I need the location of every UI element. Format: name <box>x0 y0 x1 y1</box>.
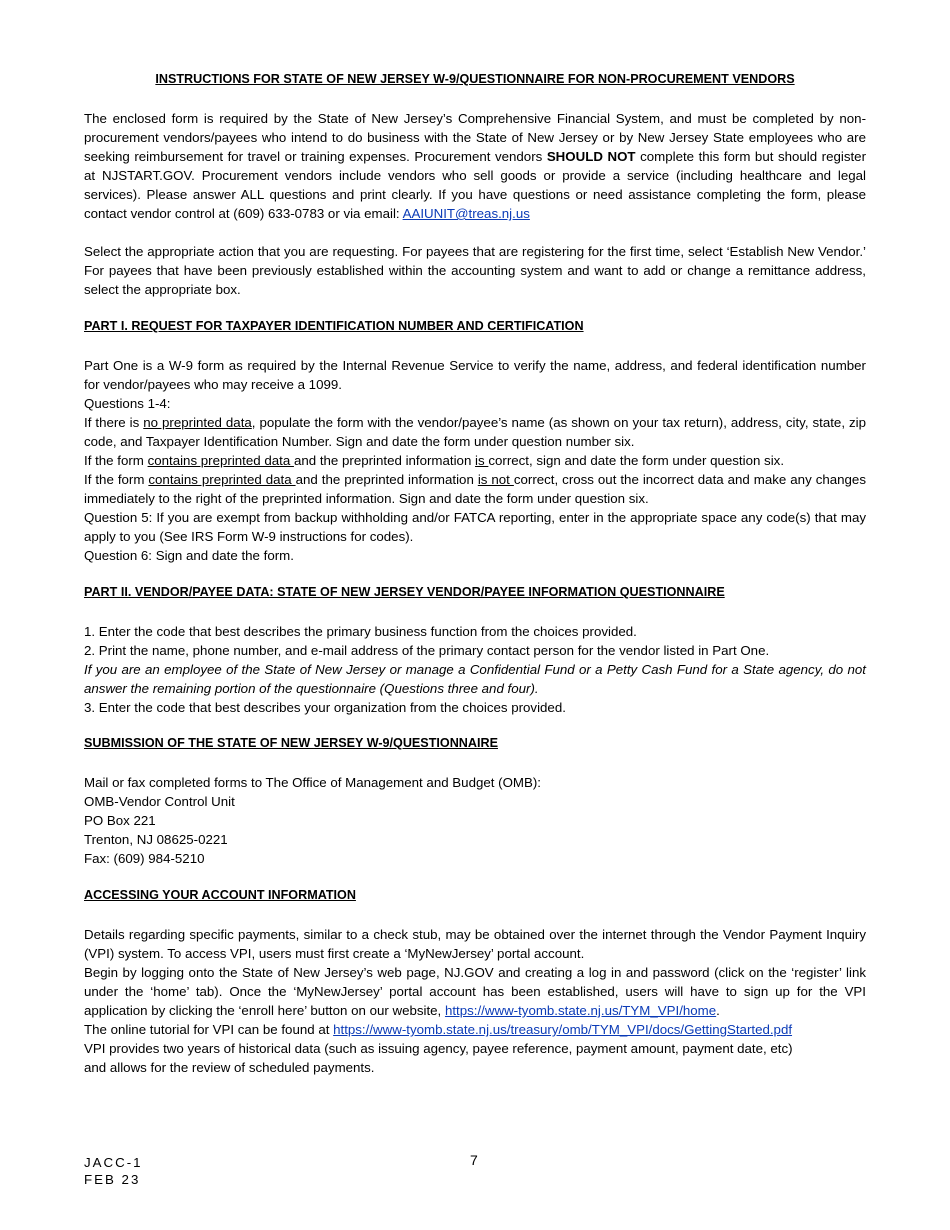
part2-employee-note: If you are an employee of the State of New Jersey or manage a Confidential Fund or a Petty Cash Fund for a State agency, do not answer the remaining portion of the questionnaire (Questions three and four). <box>84 662 866 696</box>
question-6-text: Question 6: Sign and date the form. <box>84 548 294 563</box>
intro-text-2: Select the appropriate action that you are requesting. For payees that are registering for the first time, select ‘Establish New Vendor.’ For payees that have been previously established within the accounting system and want to add or change a remittance address, select the appropriate box. <box>84 244 866 297</box>
intro-paragraph-1 <box>84 109 866 223</box>
text: and the preprinted information <box>293 453 476 468</box>
part1-line-preprinted-correct <box>84 451 866 470</box>
intro-text-a: The enclosed form is required by the State of New Jersey’s Comprehensive Financial System, and must be completed by non-procurement vendors/payees who intend to do business with the State of New Jersey or by New Jersey State employees who are seeking reimbursement for travel or training expenses. Procurement vendors <box>84 111 866 164</box>
intro-text-b: complete this form but should register at NJSTART.GOV. Procurement vendors include vendors who sell goods or provide a service (including healthcare and legal services). Please answer ALL questions and print clearly. If you have questions or need assistance completing the form, please contact vendor control at (609) 633-0783 or via email: <box>84 149 867 221</box>
part1-line-no-preprinted <box>84 413 866 451</box>
document-title: INSTRUCTIONS FOR STATE OF NEW JERSEY W-9/QUESTIONNAIRE FOR NON-PROCUREMENT VENDORS <box>155 72 795 86</box>
part2-item-3: 3. Enter the code that best describes your organization from the choices provided. <box>84 700 566 715</box>
submission-line-1: Mail or fax completed forms to The Office of Management and Budget (OMB): <box>84 775 541 790</box>
text: and the preprinted information <box>295 472 478 487</box>
account-paragraph-2 <box>84 963 866 1020</box>
vpi-tutorial-link[interactable]: https://www-tyomb.state.nj.us/treasury/omb/TYM_VPI/docs/GettingStarted.pdf <box>333 1022 793 1037</box>
part2-body <box>84 622 866 717</box>
account-paragraph-4-line-2: and allows for the review of scheduled payments. <box>84 1060 375 1075</box>
underlined-text: no preprinted data <box>143 415 252 430</box>
form-date: FEB 23 <box>84 1172 141 1187</box>
part1-line-preprinted-incorrect <box>84 470 866 508</box>
account-body <box>84 925 866 1077</box>
text: correct, cross out the incorrect data and make any changes immediately to the right of the preprinted information. Sign and date the form under question six. <box>84 472 866 506</box>
question-5-text: Question 5: If you are exempt from backup withholding and/or FATCA reporting, enter in the appropriate space any code(s) that may apply to you (See IRS Form W-9 instructions for codes). <box>84 510 866 544</box>
account-paragraph-3 <box>84 1020 866 1039</box>
submission-line-4: Trenton, NJ 08625-0221 <box>84 832 228 847</box>
part2-item-1: 1. Enter the code that best describes the primary business function from the choices provided. <box>84 624 637 639</box>
text: Begin by logging onto the State of New Jersey’s web page, NJ.GOV and creating a log in and password (click on the ‘register’ link under the ‘home’ tab). Once the ‘MyNewJersey’ portal account has been established, users will have to sign up for the VPI application by clicking the ‘enroll here’ button on our website, <box>84 965 866 1018</box>
underlined-text: is not <box>477 472 514 487</box>
text: If the form <box>84 472 149 487</box>
underlined-text: contains preprinted data <box>147 453 294 468</box>
part2-heading: PART II. VENDOR/PAYEE DATA: STATE OF NEW JERSEY VENDOR/PAYEE INFORMATION QUESTIONNAIRE <box>84 585 725 599</box>
text: If there is <box>84 415 144 430</box>
text: , populate the form with the vendor/payee’s name (as shown on your tax return), address, city, state, zip code, and Taxpayer Identification Number. Sign and date the form under question number six. <box>84 415 867 449</box>
account-heading: ACCESSING YOUR ACCOUNT INFORMATION <box>84 888 356 902</box>
intro-paragraph-2 <box>84 242 866 299</box>
account-paragraph-1: Details regarding specific payments, similar to a check stub, may be obtained over the internet through the Vendor Payment Inquiry (VPI) system. To access VPI, users must first create a ‘MyNewJersey’ portal account. <box>84 927 866 961</box>
part2-item-2: 2. Print the name, phone number, and e-mail address of the primary contact person for the vendor listed in Part One. <box>84 643 770 658</box>
questions-1-4-label: Questions 1-4: <box>84 396 171 411</box>
text: . <box>716 1003 720 1018</box>
underlined-text: contains preprinted data <box>148 472 296 487</box>
submission-line-2: OMB-Vendor Control Unit <box>84 794 235 809</box>
page-number: 7 <box>470 1152 478 1168</box>
email-link[interactable]: AAIUNIT@treas.nj.us <box>402 206 530 221</box>
part1-body <box>84 356 866 565</box>
part1-intro: Part One is a W-9 form as required by the Internal Revenue Service to verify the name, address, and federal identification number for vendor/payees who may receive a 1099. <box>84 358 866 392</box>
should-not-emphasis: SHOULD NOT <box>546 149 636 164</box>
part1-heading: PART I. REQUEST FOR TAXPAYER IDENTIFICATION NUMBER AND CERTIFICATION <box>84 319 584 333</box>
footer-form-code <box>84 1154 143 1188</box>
account-paragraph-4-line-1: VPI provides two years of historical data (such as issuing agency, payee reference, payment amount, payment date, etc) <box>84 1041 793 1056</box>
submission-line-3: PO Box 221 <box>84 813 156 828</box>
form-code: JACC-1 <box>84 1155 143 1170</box>
submission-heading: SUBMISSION OF THE STATE OF NEW JERSEY W-9/QUESTIONNAIRE <box>84 736 498 750</box>
underlined-text: is <box>475 453 489 468</box>
submission-address <box>84 773 866 868</box>
text: If the form <box>84 453 148 468</box>
submission-fax: Fax: (609) 984-5210 <box>84 851 205 866</box>
vpi-home-link[interactable]: https://www-tyomb.state.nj.us/TYM_VPI/home <box>444 1003 717 1018</box>
text: correct, sign and date the form under question six. <box>488 453 785 468</box>
text: The online tutorial for VPI can be found at <box>84 1022 334 1037</box>
